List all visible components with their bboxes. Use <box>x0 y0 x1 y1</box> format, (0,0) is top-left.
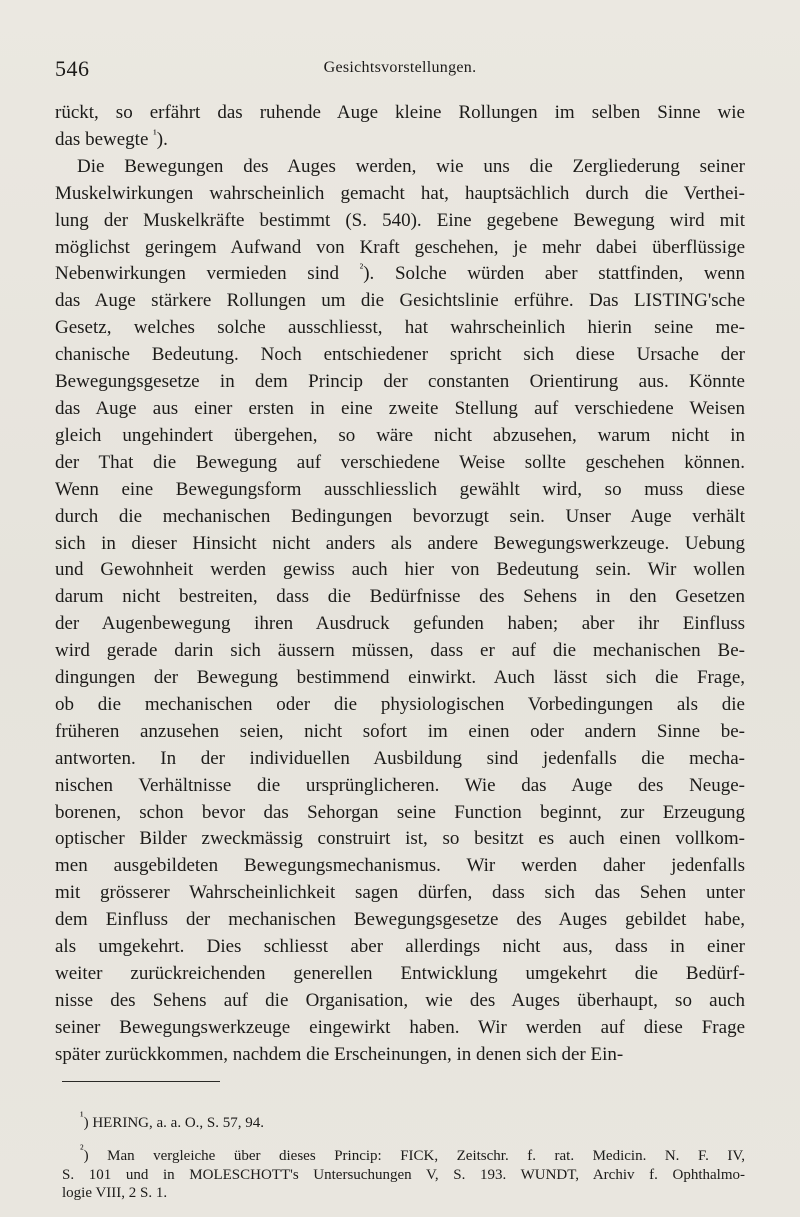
text-line: nischen Verhältnisse die ursprünglicheren. Wie das Auge des Neuge- <box>55 774 745 796</box>
text-line: lung der Muskelkräfte bestimmt (S. 540). Eine gegebene Bewegung wird mit <box>55 209 745 231</box>
text-line: der Augenbewegung ihren Ausdruck gefunden haben; aber ihr Einfluss <box>55 613 745 635</box>
text-line: optischer Bilder zweckmässig construirt ist, so besitzt es auch einen vollkom- <box>55 828 745 850</box>
text-line: sich in dieser Hinsicht nicht anders als andere Bewegungswerkzeuge. Uebung <box>55 532 745 554</box>
footnote <box>62 1109 745 1132</box>
text-line: seiner Bewegungswerkzeuge eingewirkt haben. Wir werden auf diese Frage <box>55 1016 745 1038</box>
text-line: früheren anzusehen seien, nicht sofort im einen oder andern Sinne be- <box>55 720 745 742</box>
text-line: borenen, schon bevor das Sehorgan seine Function beginnt, zur Erzeugung <box>55 801 745 823</box>
page-number: 546 <box>55 56 90 81</box>
text-line: das bewegte $^{^1}$). <box>55 126 168 150</box>
text-line: weiter zurückreichenden generellen Entwicklung umgekehrt die Bedürf- <box>55 963 745 984</box>
text-line: men ausgebildeten Bewegungsmechanismus. Wir werden daher jedenfalls <box>55 855 745 877</box>
paragraph <box>55 100 745 154</box>
text-line: wird gerade darin sich äussern müssen, dass er auf die mechanischen Be- <box>55 640 745 662</box>
text-line: antworten. In der individuellen Ausbildung sind jedenfalls die mecha- <box>55 747 745 769</box>
text-line: der That die Bewegung auf verschiedene Weise sollte geschehen können. <box>55 451 745 473</box>
footnotes <box>62 1099 745 1217</box>
text-line: später zurückkommen, nachdem die Erscheinungen, in denen sich der Ein- <box>55 1043 624 1065</box>
text-line: mit grösserer Wahrscheinlichkeit sagen dürfen, dass sich das Sehen unter <box>55 882 745 904</box>
text-line: ob die mechanischen oder die physiologischen Vorbedingungen als die <box>55 693 745 715</box>
text-line: rückt, so erfährt das ruhende Auge kleine Rollungen im selben Sinne wie <box>55 102 745 123</box>
text-line: möglichst geringem Aufwand von Kraft geschehen, je mehr dabei überflüssige <box>55 236 745 258</box>
text-line: nisse des Sehens auf die Organisation, wie des Auges überhaupt, so auch <box>55 989 745 1011</box>
text-line: $^{^1}$) HERING, a. a. O., S. 57, 94. <box>80 1109 265 1131</box>
footnote-divider <box>62 1081 220 1082</box>
text-line: dingungen der Bewegung bestimmend einwirkt. Auch lässt sich die Frage, <box>55 667 745 689</box>
text-line: Wenn eine Bewegungsform ausschliesslich gewählt wird, so muss diese <box>55 478 745 500</box>
running-head: Gesichtsvorstellungen. <box>323 59 477 76</box>
text-line: als umgekehrt. Dies schliesst aber allerdings nicht aus, dass in einer <box>55 936 745 958</box>
text-line: das Auge stärkere Rollungen um die Gesichtslinie erführe. Das LISTING'sche <box>55 290 745 312</box>
text-line: Bewegungsgesetze in dem Princip der constanten Orientirung aus. Könnte <box>55 371 745 393</box>
text-line: $^{^2}$) Man vergleiche über dieses Princip: FICK, Zeitschr. f. rat. Medicin. N. F. IV, <box>80 1142 745 1165</box>
text-line: chanische Bedeutung. Noch entschiedener spricht sich diese Ursache der <box>55 344 745 366</box>
text-line: das Auge aus einer ersten in eine zweite Stellung auf verschiedene Weisen <box>55 397 745 419</box>
text-line: darum nicht bestreiten, dass die Bedürfnisse des Sehens in den Gesetzen <box>55 586 745 608</box>
text-line: und Gewohnheit werden gewiss auch hier von Bedeutung sein. Wir wollen <box>55 559 745 581</box>
text-line: logie VIII, 2 S. 1. <box>62 1184 168 1201</box>
text-line: Gesetz, welches solche ausschliesst, hat wahrscheinlich hierin seine me- <box>55 317 745 339</box>
text-line: durch die mechanischen Bedingungen bevorzugt sein. Unser Auge verhält <box>55 505 745 527</box>
text-line: gleich ungehindert übergehen, so wäre nicht abzusehen, warum nicht in <box>55 424 745 446</box>
text-line: S. 101 und in MOLESCHOTT's Untersuchungen V, S. 193. WUNDT, Archiv f. Ophthalmo- <box>62 1166 745 1183</box>
text-line: Nebenwirkungen vermieden sind $^{^2}$). Solche würden aber stattfinden, wenn <box>55 261 745 285</box>
body-text <box>55 100 745 1069</box>
text-line: Muskelwirkungen wahrscheinlich gemacht hat, hauptsächlich durch die Verthei- <box>55 182 745 204</box>
paragraph <box>55 154 745 1069</box>
text-line: dem Einfluss der mechanischen Bewegungsgesetze des Auges gebildet habe, <box>55 909 745 931</box>
footnote <box>62 1142 745 1202</box>
text-line: Die Bewegungen des Auges werden, wie uns die Zergliederung seiner <box>77 155 745 177</box>
page-header <box>55 56 745 86</box>
